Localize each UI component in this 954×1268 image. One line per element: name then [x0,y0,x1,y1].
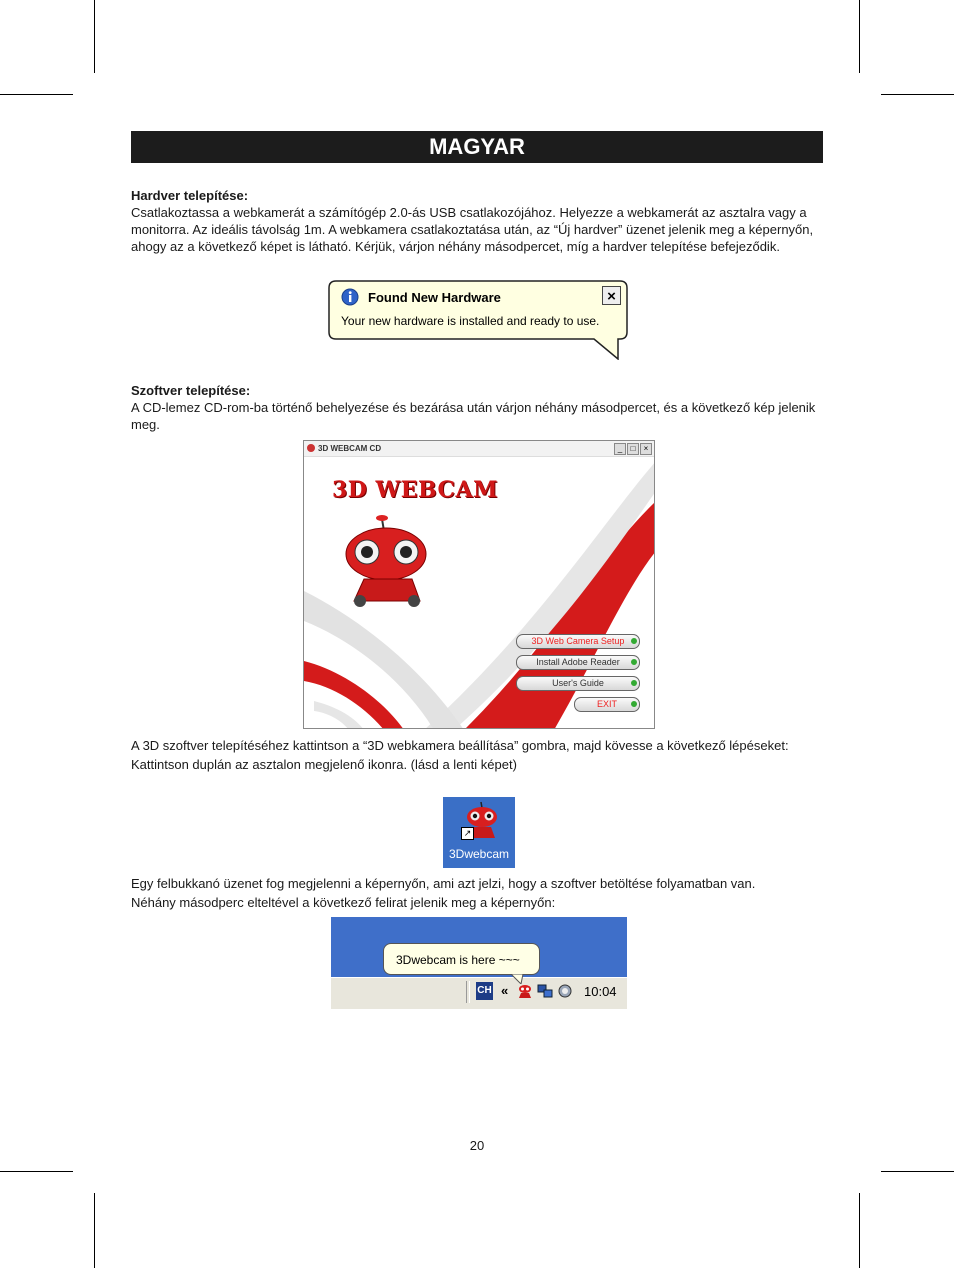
app-icon [307,444,315,452]
balloon-title: Found New Hardware [368,290,501,305]
info-icon [341,288,359,306]
crop-mark [0,1171,73,1172]
button-dot-icon [631,680,637,686]
software-text: A CD-lemez CD-rom-ba történő behelyezése és bezárása után várjon néhány másodpercet, és a következő kép jelenik meg. [131,400,816,432]
exit-button[interactable]: EXIT [574,697,640,712]
window-titlebar [304,441,654,457]
window-controls [614,443,652,455]
software-heading: Szoftver telepítése: [131,383,251,398]
instructions-text-2: Kattintson duplán az asztalon megjelenő ikonra. (lásd a lenti képet) [131,757,517,772]
crop-mark [859,0,860,73]
popup-section [131,874,823,912]
popup-text-2: Néhány másodperc elteltével a következő felirat jelenik meg a képernyőn: [131,895,556,910]
hardware-heading: Hardver telepítése: [131,188,249,203]
robot-webcam-icon [334,509,434,609]
language-banner: MAGYAR [131,131,823,163]
instructions-section [131,737,823,773]
webcam-logo: 3D WEBCAM [332,477,498,503]
hardware-text: Csatlakoztassa a webkamerát a számítógép 2.0-ás USB csatlakozójához. Helyezze a webkamerát az asztalra vagy a monitorra. Az ideális távolság 1m. A webkamera csatlakoztatása után, az “Új hardver” üzenet jelenik meg a képernyőn, ahogy az a következő képet is látható. Kérjük, várjon néhány másodpercet, míg a hardver telepítése befejeződik. [131,205,814,254]
tray-clock: 10:04 [584,984,617,999]
webcam-cd-window [303,440,655,729]
button-dot-icon [631,659,637,665]
taskbar-separator [466,981,470,1003]
button-dot-icon [631,701,637,707]
crop-mark [0,94,73,95]
language-indicator[interactable]: CH [476,982,493,1000]
close-icon[interactable]: × [640,443,652,455]
crop-mark [859,1193,860,1268]
tray-tooltip: 3Dwebcam is here ~~~ [383,943,540,975]
software-section [131,382,823,433]
users-guide-button[interactable]: User's Guide [516,676,640,691]
popup-text-1: Egy felbukkanó üzenet fog megjelenni a képernyőn, ami azt jelzi, hogy a szoftver betöltése folyamatban van. [131,876,756,891]
instructions-text-1: A 3D szoftver telepítéséhez kattintson a “3D webkamera beállítása” gombra, majd kövesse a következő lépéseket: [131,738,789,753]
crop-mark [94,1193,95,1268]
system-tray-screenshot [331,917,627,1009]
network-icon[interactable] [537,983,553,999]
page-number: 20 [469,1138,485,1153]
minimize-icon[interactable]: _ [614,443,626,455]
crop-mark [94,0,95,73]
found-new-hardware-balloon [328,280,628,360]
balloon-message: Your new hardware is installed and ready to use. [341,314,600,328]
desktop-icon-label: 3Dwebcam [448,847,510,861]
crop-mark [881,1171,954,1172]
desktop-shortcut[interactable] [443,797,515,868]
volume-icon[interactable] [557,983,573,999]
close-icon[interactable]: × [602,286,621,305]
install-adobe-reader-button[interactable]: Install Adobe Reader [516,655,640,670]
chevron-left-icon[interactable]: « [501,983,509,998]
maximize-icon[interactable]: □ [627,443,639,455]
shortcut-arrow-icon: ↗ [461,827,474,840]
hardware-section [131,187,823,255]
robot-webcam-icon[interactable] [517,983,533,999]
web-camera-setup-button[interactable]: 3D Web Camera Setup [516,634,640,649]
window-title: 3D WEBCAM CD [318,444,382,453]
crop-mark [881,94,954,95]
button-dot-icon [631,638,637,644]
